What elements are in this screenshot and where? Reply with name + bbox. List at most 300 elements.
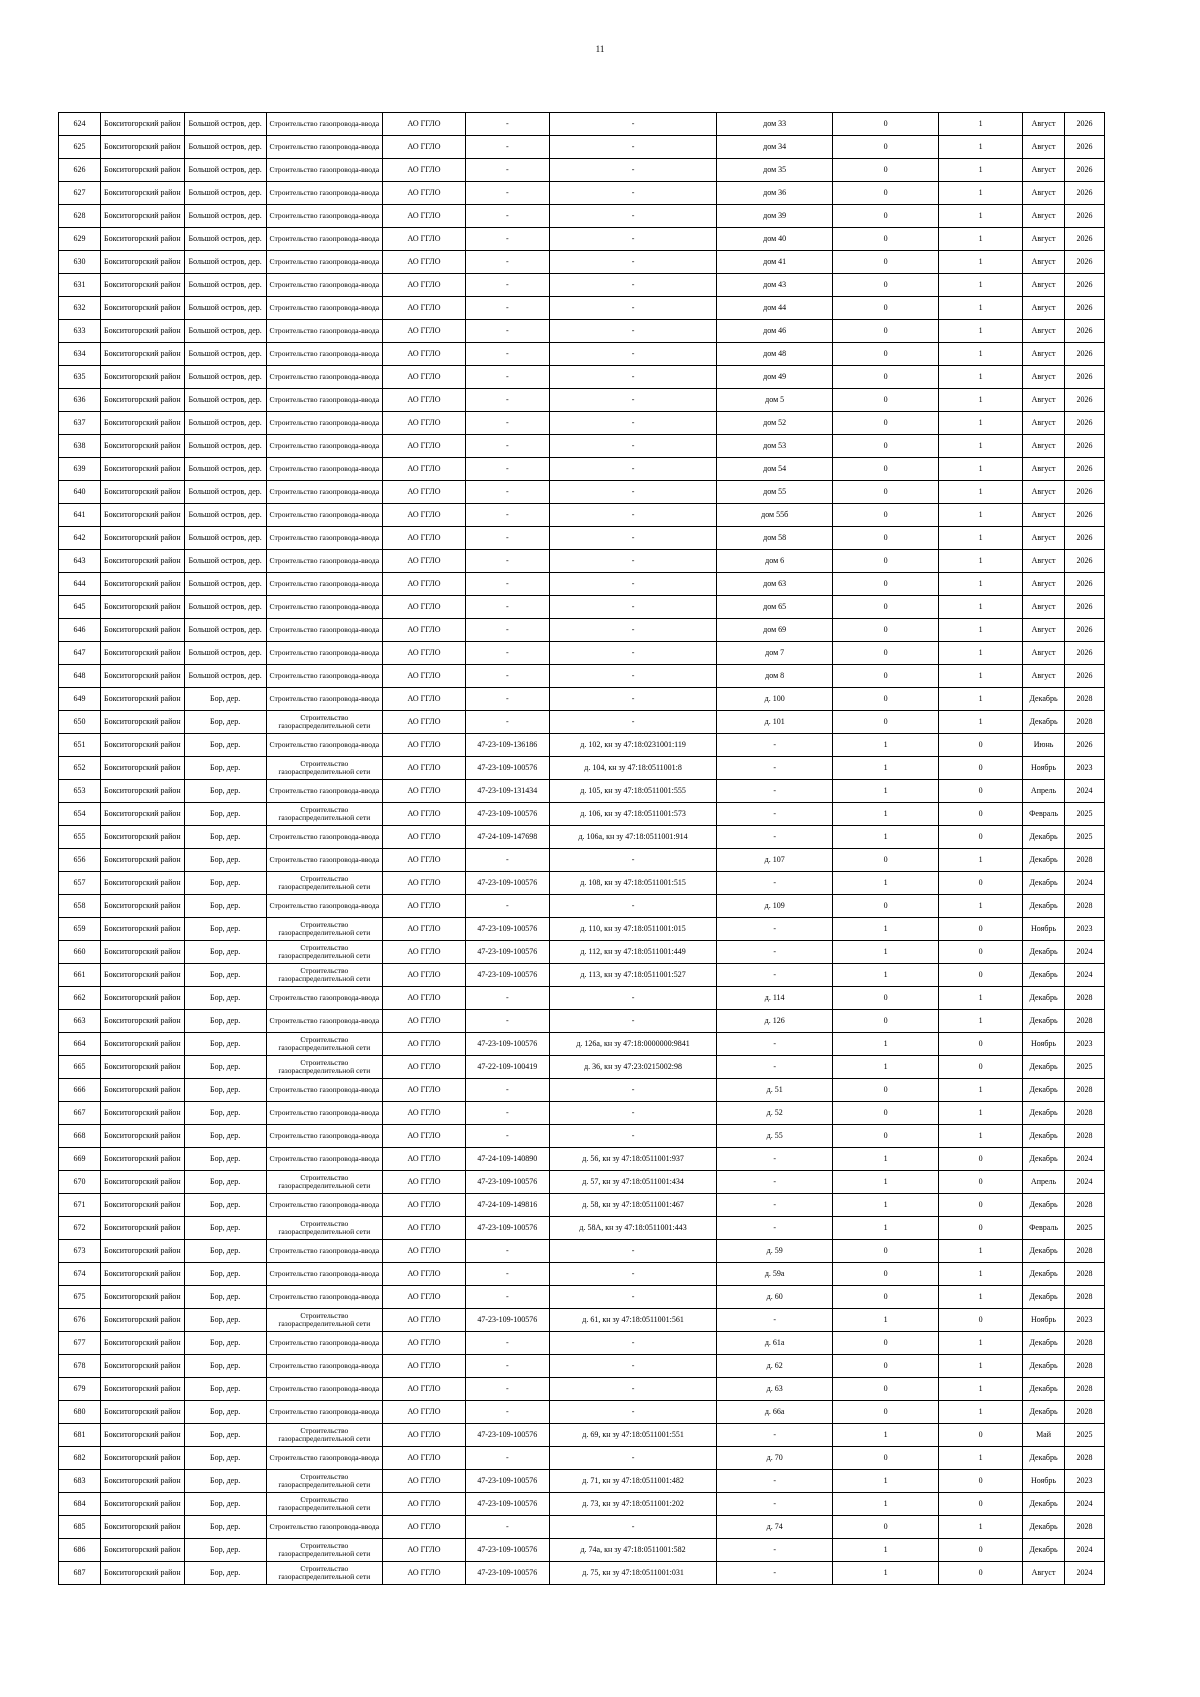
address-cadastral-cell: д. 113, кн зу 47:18:0511001:527 [549,964,717,987]
month-cell: Август [1023,159,1065,182]
organization-cell: АО ГГЛО [383,274,466,297]
year-cell: 2026 [1065,504,1105,527]
work-type-cell: Строительство газопровода-ввода [266,1332,383,1355]
month-cell: Август [1023,527,1065,550]
address-cadastral-cell: д. 126а, кн зу 47:18:0000000:9841 [549,1033,717,1056]
district-cell: Бокситогорский район [100,504,184,527]
work-type-cell: Строительство газопровода-ввода [266,136,383,159]
year-cell: 2026 [1065,136,1105,159]
month-cell: Август [1023,136,1065,159]
contract-number-cell: - [465,573,549,596]
district-cell: Бокситогорский район [100,826,184,849]
row-number-cell: 640 [59,481,101,504]
work-type-cell: Строительство газопровода-ввода [266,366,383,389]
work-type-cell: Строительство газораспределительной сети [266,1539,383,1562]
row-number-cell: 638 [59,435,101,458]
work-type-cell: Строительство газопровода-ввода [266,297,383,320]
address-cadastral-cell: - [549,596,717,619]
district-cell: Бокситогорский район [100,182,184,205]
organization-cell: АО ГГЛО [383,1033,466,1056]
count-a-cell: 0 [832,320,938,343]
organization-cell: АО ГГЛО [383,1562,466,1585]
table-row [59,780,1105,803]
work-type-cell: Строительство газопровода-ввода [266,1194,383,1217]
district-cell: Бокситогорский район [100,1171,184,1194]
contract-number-cell: - [465,527,549,550]
year-cell: 2028 [1065,1355,1105,1378]
count-b-cell: 0 [939,1056,1023,1079]
organization-cell: АО ГГЛО [383,1102,466,1125]
month-cell: Декабрь [1023,987,1065,1010]
settlement-cell: Большой остров, дер. [184,297,266,320]
work-type-cell: Строительство газопровода-ввода [266,205,383,228]
address-cadastral-cell: - [549,481,717,504]
address-cadastral-cell: - [549,619,717,642]
contract-number-cell: - [465,1401,549,1424]
district-cell: Бокситогорский район [100,1539,184,1562]
organization-cell: АО ГГЛО [383,1401,466,1424]
table-row [59,228,1105,251]
row-number-cell: 687 [59,1562,101,1585]
district-cell: Бокситогорский район [100,1079,184,1102]
year-cell: 2026 [1065,366,1105,389]
district-cell: Бокситогорский район [100,297,184,320]
house-address-cell: дом 55 [717,481,833,504]
count-a-cell: 0 [832,1516,938,1539]
settlement-cell: Большой остров, дер. [184,481,266,504]
table-row [59,1263,1105,1286]
district-cell: Бокситогорский район [100,642,184,665]
organization-cell: АО ГГЛО [383,872,466,895]
contract-number-cell: - [465,320,549,343]
address-cadastral-cell: - [549,113,717,136]
row-number-cell: 662 [59,987,101,1010]
settlement-cell: Большой остров, дер. [184,435,266,458]
house-address-cell: д. 109 [717,895,833,918]
contract-number-cell: - [465,895,549,918]
count-b-cell: 1 [939,573,1023,596]
table-row [59,1125,1105,1148]
work-type-cell: Строительство газораспределительной сети [266,757,383,780]
work-type-cell: Строительство газопровода-ввода [266,113,383,136]
settlement-cell: Бор, дер. [184,734,266,757]
count-b-cell: 1 [939,136,1023,159]
district-cell: Бокситогорский район [100,136,184,159]
settlement-cell: Большой остров, дер. [184,136,266,159]
year-cell: 2026 [1065,412,1105,435]
contract-number-cell: 47-23-109-100576 [465,964,549,987]
count-a-cell: 0 [832,1079,938,1102]
table-row [59,619,1105,642]
table-row [59,688,1105,711]
year-cell: 2026 [1065,734,1105,757]
settlement-cell: Бор, дер. [184,1240,266,1263]
house-address-cell: - [717,1148,833,1171]
contract-number-cell: - [465,251,549,274]
month-cell: Декабрь [1023,849,1065,872]
month-cell: Август [1023,274,1065,297]
district-cell: Бокситогорский район [100,1470,184,1493]
table-body [59,113,1105,1585]
organization-cell: АО ГГЛО [383,136,466,159]
count-b-cell: 1 [939,1401,1023,1424]
house-address-cell: дом 65 [717,596,833,619]
count-a-cell: 0 [832,688,938,711]
work-type-cell: Строительство газораспределительной сети [266,872,383,895]
year-cell: 2026 [1065,435,1105,458]
settlement-cell: Бор, дер. [184,941,266,964]
organization-cell: АО ГГЛО [383,458,466,481]
month-cell: Август [1023,596,1065,619]
month-cell: Август [1023,228,1065,251]
month-cell: Август [1023,320,1065,343]
count-a-cell: 0 [832,251,938,274]
year-cell: 2026 [1065,550,1105,573]
table-row [59,872,1105,895]
district-cell: Бокситогорский район [100,688,184,711]
row-number-cell: 675 [59,1286,101,1309]
count-a-cell: 0 [832,366,938,389]
address-cadastral-cell: - [549,642,717,665]
organization-cell: АО ГГЛО [383,642,466,665]
settlement-cell: Бор, дер. [184,918,266,941]
row-number-cell: 653 [59,780,101,803]
work-type-cell: Строительство газопровода-ввода [266,1148,383,1171]
house-address-cell: - [717,872,833,895]
table-row [59,1217,1105,1240]
address-cadastral-cell: - [549,435,717,458]
count-a-cell: 1 [832,780,938,803]
organization-cell: АО ГГЛО [383,113,466,136]
address-cadastral-cell: - [549,412,717,435]
house-address-cell: д. 51 [717,1079,833,1102]
count-a-cell: 0 [832,228,938,251]
count-b-cell: 0 [939,918,1023,941]
row-number-cell: 681 [59,1424,101,1447]
settlement-cell: Бор, дер. [184,803,266,826]
settlement-cell: Большой остров, дер. [184,458,266,481]
month-cell: Декабрь [1023,1539,1065,1562]
count-a-cell: 1 [832,941,938,964]
address-cadastral-cell: д. 71, кн зу 47:18:0511001:482 [549,1470,717,1493]
count-a-cell: 0 [832,458,938,481]
district-cell: Бокситогорский район [100,1309,184,1332]
table-row [59,895,1105,918]
address-cadastral-cell: - [549,1286,717,1309]
table-row [59,1378,1105,1401]
address-cadastral-cell: - [549,527,717,550]
address-cadastral-cell: д. 58А, кн зу 47:18:0511001:443 [549,1217,717,1240]
contract-number-cell: 47-23-109-100576 [465,1171,549,1194]
settlement-cell: Большой остров, дер. [184,642,266,665]
count-b-cell: 1 [939,435,1023,458]
district-cell: Бокситогорский район [100,1447,184,1470]
settlement-cell: Бор, дер. [184,1286,266,1309]
work-type-cell: Строительство газопровода-ввода [266,1378,383,1401]
contract-number-cell: 47-23-109-100576 [465,1562,549,1585]
count-b-cell: 1 [939,113,1023,136]
contract-number-cell: 47-23-109-100576 [465,918,549,941]
year-cell: 2028 [1065,711,1105,734]
table-row [59,182,1105,205]
row-number-cell: 668 [59,1125,101,1148]
organization-cell: АО ГГЛО [383,1378,466,1401]
organization-cell: АО ГГЛО [383,228,466,251]
month-cell: Декабрь [1023,964,1065,987]
count-b-cell: 1 [939,895,1023,918]
district-cell: Бокситогорский район [100,1286,184,1309]
count-a-cell: 1 [832,1194,938,1217]
district-cell: Бокситогорский район [100,274,184,297]
settlement-cell: Бор, дер. [184,1217,266,1240]
table-row [59,205,1105,228]
count-a-cell: 1 [832,803,938,826]
address-cadastral-cell: - [549,1079,717,1102]
work-type-cell: Строительство газораспределительной сети [266,964,383,987]
table-row [59,573,1105,596]
table-row [59,665,1105,688]
settlement-cell: Бор, дер. [184,1194,266,1217]
count-b-cell: 1 [939,1079,1023,1102]
year-cell: 2028 [1065,1240,1105,1263]
table-row [59,734,1105,757]
row-number-cell: 658 [59,895,101,918]
row-number-cell: 671 [59,1194,101,1217]
settlement-cell: Большой остров, дер. [184,320,266,343]
count-b-cell: 1 [939,412,1023,435]
district-cell: Бокситогорский район [100,1493,184,1516]
district-cell: Бокситогорский район [100,320,184,343]
district-cell: Бокситогорский район [100,711,184,734]
table-row [59,435,1105,458]
address-cadastral-cell: - [549,136,717,159]
organization-cell: АО ГГЛО [383,504,466,527]
count-b-cell: 1 [939,343,1023,366]
organization-cell: АО ГГЛО [383,1263,466,1286]
count-b-cell: 1 [939,205,1023,228]
table-row [59,1194,1105,1217]
year-cell: 2026 [1065,343,1105,366]
month-cell: Декабрь [1023,1286,1065,1309]
settlement-cell: Бор, дер. [184,1010,266,1033]
address-cadastral-cell: д. 61, кн зу 47:18:0511001:561 [549,1309,717,1332]
year-cell: 2028 [1065,987,1105,1010]
year-cell: 2026 [1065,297,1105,320]
work-type-cell: Строительство газопровода-ввода [266,849,383,872]
contract-number-cell: 47-23-109-136186 [465,734,549,757]
house-address-cell: дом 43 [717,274,833,297]
address-cadastral-cell: - [549,1010,717,1033]
count-a-cell: 0 [832,895,938,918]
house-address-cell: д. 62 [717,1355,833,1378]
district-cell: Бокситогорский район [100,1148,184,1171]
count-a-cell: 0 [832,642,938,665]
count-b-cell: 1 [939,711,1023,734]
table-row [59,320,1105,343]
organization-cell: АО ГГЛО [383,1010,466,1033]
house-address-cell: - [717,1194,833,1217]
month-cell: Апрель [1023,780,1065,803]
count-a-cell: 0 [832,1240,938,1263]
count-b-cell: 1 [939,389,1023,412]
year-cell: 2024 [1065,941,1105,964]
contract-number-cell: - [465,711,549,734]
organization-cell: АО ГГЛО [383,320,466,343]
district-cell: Бокситогорский район [100,1010,184,1033]
table-row [59,136,1105,159]
year-cell: 2028 [1065,1401,1105,1424]
row-number-cell: 663 [59,1010,101,1033]
address-cadastral-cell: д. 57, кн зу 47:18:0511001:434 [549,1171,717,1194]
address-cadastral-cell: д. 106а, кн зу 47:18:0511001:914 [549,826,717,849]
count-a-cell: 1 [832,1148,938,1171]
year-cell: 2026 [1065,642,1105,665]
count-a-cell: 0 [832,1102,938,1125]
settlement-cell: Бор, дер. [184,1033,266,1056]
year-cell: 2026 [1065,320,1105,343]
month-cell: Декабрь [1023,1240,1065,1263]
address-cadastral-cell: - [549,1240,717,1263]
district-cell: Бокситогорский район [100,596,184,619]
page-number: 11 [595,44,605,54]
organization-cell: АО ГГЛО [383,1217,466,1240]
year-cell: 2025 [1065,826,1105,849]
table-row [59,596,1105,619]
count-a-cell: 1 [832,1493,938,1516]
row-number-cell: 646 [59,619,101,642]
table-row [59,481,1105,504]
house-address-cell: д. 52 [717,1102,833,1125]
count-a-cell: 0 [832,389,938,412]
address-cadastral-cell: - [549,343,717,366]
row-number-cell: 626 [59,159,101,182]
year-cell: 2026 [1065,113,1105,136]
address-cadastral-cell: д. 56, кн зу 47:18:0511001:937 [549,1148,717,1171]
contract-number-cell: - [465,1010,549,1033]
district-cell: Бокситогорский район [100,872,184,895]
month-cell: Август [1023,550,1065,573]
table-row [59,113,1105,136]
count-b-cell: 1 [939,1125,1023,1148]
organization-cell: АО ГГЛО [383,481,466,504]
contract-number-cell: 47-23-109-100576 [465,1539,549,1562]
month-cell: Август [1023,412,1065,435]
house-address-cell: - [717,1424,833,1447]
organization-cell: АО ГГЛО [383,251,466,274]
contract-number-cell: 47-23-109-100576 [465,1424,549,1447]
work-type-cell: Строительство газораспределительной сети [266,1493,383,1516]
organization-cell: АО ГГЛО [383,688,466,711]
contract-number-cell: - [465,297,549,320]
address-cadastral-cell: - [549,504,717,527]
settlement-cell: Большой остров, дер. [184,550,266,573]
count-b-cell: 1 [939,504,1023,527]
organization-cell: АО ГГЛО [383,343,466,366]
contract-number-cell: - [465,1332,549,1355]
work-type-cell: Строительство газопровода-ввода [266,987,383,1010]
contract-number-cell: - [465,550,549,573]
work-type-cell: Строительство газопровода-ввода [266,596,383,619]
row-number-cell: 651 [59,734,101,757]
organization-cell: АО ГГЛО [383,734,466,757]
settlement-cell: Бор, дер. [184,1309,266,1332]
settlement-cell: Бор, дер. [184,1378,266,1401]
settlement-cell: Большой остров, дер. [184,343,266,366]
work-type-cell: Строительство газопровода-ввода [266,1125,383,1148]
contract-number-cell: 47-23-109-100576 [465,941,549,964]
address-cadastral-cell: - [549,1125,717,1148]
district-cell: Бокситогорский район [100,1401,184,1424]
house-address-cell: дом 35 [717,159,833,182]
house-address-cell: дом 8 [717,665,833,688]
count-a-cell: 0 [832,274,938,297]
settlement-cell: Большой остров, дер. [184,366,266,389]
row-number-cell: 670 [59,1171,101,1194]
table-row [59,274,1105,297]
count-b-cell: 1 [939,297,1023,320]
work-type-cell: Строительство газопровода-ввода [266,665,383,688]
settlement-cell: Бор, дер. [184,1079,266,1102]
year-cell: 2028 [1065,1516,1105,1539]
count-b-cell: 1 [939,1286,1023,1309]
count-b-cell: 0 [939,1148,1023,1171]
organization-cell: АО ГГЛО [383,159,466,182]
address-cadastral-cell: - [549,688,717,711]
year-cell: 2024 [1065,1171,1105,1194]
contract-number-cell: - [465,228,549,251]
house-address-cell: - [717,1056,833,1079]
district-cell: Бокситогорский район [100,1102,184,1125]
row-number-cell: 627 [59,182,101,205]
organization-cell: АО ГГЛО [383,987,466,1010]
table-row [59,1056,1105,1079]
address-cadastral-cell: - [549,1355,717,1378]
count-b-cell: 1 [939,688,1023,711]
house-address-cell: д. 63 [717,1378,833,1401]
district-cell: Бокситогорский район [100,412,184,435]
contract-number-cell: 47-23-109-100576 [465,1217,549,1240]
organization-cell: АО ГГЛО [383,711,466,734]
year-cell: 2028 [1065,1378,1105,1401]
table-row [59,1401,1105,1424]
count-b-cell: 1 [939,481,1023,504]
work-type-cell: Строительство газопровода-ввода [266,1240,383,1263]
organization-cell: АО ГГЛО [383,895,466,918]
house-address-cell: дом 36 [717,182,833,205]
table-row [59,159,1105,182]
month-cell: Август [1023,343,1065,366]
table-row [59,1493,1105,1516]
organization-cell: АО ГГЛО [383,596,466,619]
contract-number-cell: - [465,665,549,688]
month-cell: Август [1023,366,1065,389]
month-cell: Февраль [1023,803,1065,826]
settlement-cell: Бор, дер. [184,872,266,895]
settlement-cell: Бор, дер. [184,1493,266,1516]
house-address-cell: дом 63 [717,573,833,596]
work-type-cell: Строительство газопровода-ввода [266,182,383,205]
year-cell: 2023 [1065,918,1105,941]
row-number-cell: 648 [59,665,101,688]
district-cell: Бокситогорский район [100,251,184,274]
year-cell: 2025 [1065,1424,1105,1447]
table-row [59,918,1105,941]
row-number-cell: 667 [59,1102,101,1125]
settlement-cell: Большой остров, дер. [184,412,266,435]
address-cadastral-cell: - [549,205,717,228]
work-type-cell: Строительство газораспределительной сети [266,918,383,941]
count-a-cell: 1 [832,964,938,987]
